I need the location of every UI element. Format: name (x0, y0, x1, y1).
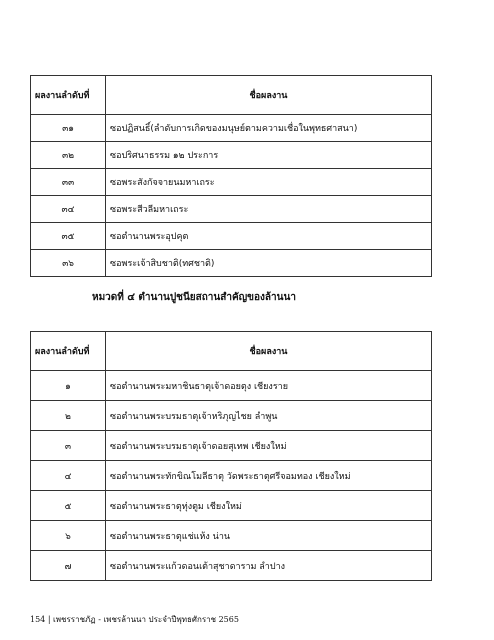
work-name: ซอพระสีวลีมหาเถระ (106, 196, 432, 223)
work-name: ซอพระเจ้าสิบชาติ(ทศชาติ) (106, 250, 432, 277)
table-row (31, 461, 432, 491)
work-name: ซอตำนานพระบรมธาตุเจ้าดอยสุเทพ เชียงใหม่ (106, 431, 432, 461)
work-number: ๓ (31, 431, 106, 461)
table-row (31, 491, 432, 521)
work-name: ซอตำนานพระบรมธาตุเจ้าหริภุญไชย ลำพูน (106, 401, 432, 431)
table-row (31, 169, 432, 196)
work-number: ๑ (31, 371, 106, 401)
work-number: ๓๔ (31, 196, 106, 223)
header-work-number: ผลงานลำดับที่ (31, 76, 106, 115)
work-number: ๗ (31, 551, 106, 581)
work-number: ๓๓ (31, 169, 106, 196)
table-row (31, 551, 432, 581)
work-name: ซอตำนานพระแก้วดอนเต้าสุชาดาราม ลำปาง (106, 551, 432, 581)
table-header-row (31, 332, 432, 371)
work-name: ซอพระสังกัจจายนมหาเถระ (106, 169, 432, 196)
table-row (31, 196, 432, 223)
page-footer: 154 | เพชรราชภัฏ - เพชรล้านนา ประจำปีพุทธศักราช 2565 (30, 615, 239, 624)
table-row (31, 521, 432, 551)
work-number: ๓๑ (31, 115, 106, 142)
table-row (31, 142, 432, 169)
work-number: ๓๖ (31, 250, 106, 277)
work-number: ๓๕ (31, 223, 106, 250)
section-title: หมวดที่ ๔ ตำนานปูชนียสถานสำคัญของล้านนา (92, 292, 296, 303)
table-row (31, 371, 432, 401)
table-row (31, 250, 432, 277)
work-name: ซอปริศนาธรรม ๑๒ ประการ (106, 142, 432, 169)
work-number: ๓๒ (31, 142, 106, 169)
works-table-part2 (30, 331, 432, 581)
work-name: ซอตำนานพระมหาชินธาตุเจ้าดอยตุง เชียงราย (106, 371, 432, 401)
table-row (31, 431, 432, 461)
header-work-name: ชื่อผลงาน (106, 76, 432, 115)
table-row (31, 401, 432, 431)
work-name: ซอตำนานพระธาตุแช่แห้ง น่าน (106, 521, 432, 551)
header-work-number: ผลงานลำดับที่ (31, 332, 106, 371)
header-work-name: ชื่อผลงาน (106, 332, 432, 371)
work-number: ๖ (31, 521, 106, 551)
work-number: ๔ (31, 461, 106, 491)
work-name: ซอปฏิสนธิ์(ลำดับการเกิดของมนุษย์ตามความเชื่อในพุทธศาสนา) (106, 115, 432, 142)
works-table-part1 (30, 75, 432, 277)
work-number: ๕ (31, 491, 106, 521)
work-name: ซอตำนานพระทักขิณโมลีธาตุ วัดพระธาตุศรีจอมทอง เชียงใหม่ (106, 461, 432, 491)
table-header-row (31, 76, 432, 115)
work-name: ซอตำนานพระอุปคุต (106, 223, 432, 250)
table-row (31, 223, 432, 250)
table-row (31, 115, 432, 142)
work-number: ๒ (31, 401, 106, 431)
work-name: ซอตำนานพระธาตุทุ่งตูม เชียงใหม่ (106, 491, 432, 521)
